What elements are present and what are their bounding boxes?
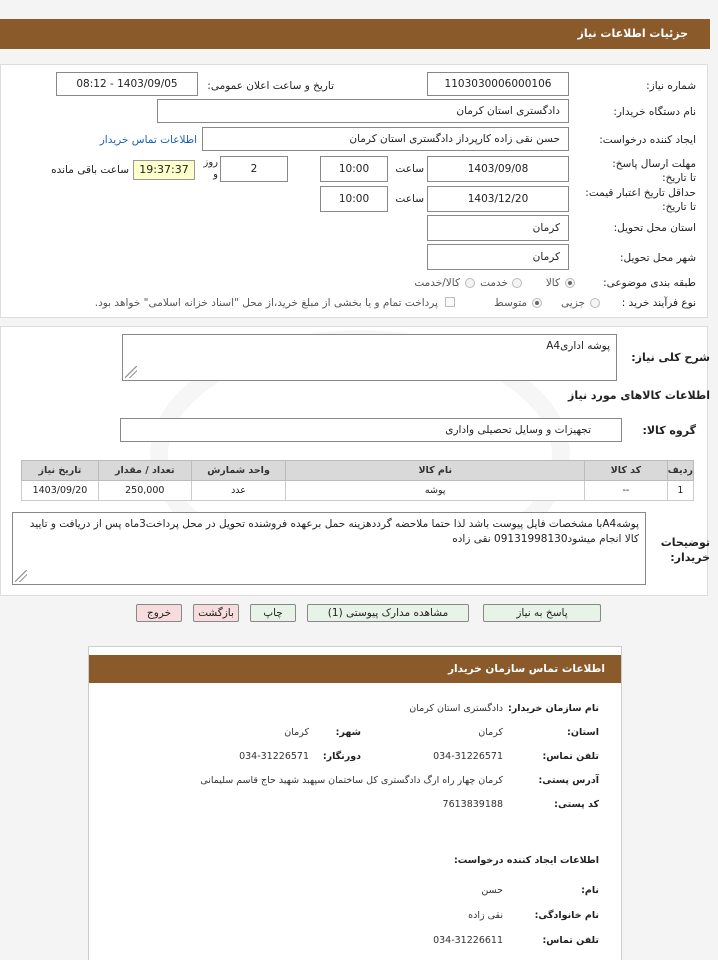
category-label: طبقه بندی موضوعی: — [603, 277, 696, 289]
postal-label: کد پستی: — [554, 799, 599, 810]
city-value: کرمان — [284, 727, 309, 738]
deadline-time-field: 10:00 — [320, 156, 388, 182]
summary-field — [122, 334, 617, 381]
contact-panel — [88, 646, 622, 960]
cell-qty: 250,000 — [98, 481, 191, 501]
cell-unit: عدد — [191, 481, 286, 501]
need-number-label: شماره نیاز: — [646, 80, 696, 92]
attachments-button[interactable]: مشاهده مدارک پیوستی (1) — [307, 604, 469, 622]
need-number-field: 1103030006000106 — [427, 72, 569, 96]
fax-label: دورنگار: — [322, 751, 361, 762]
buyer-notes-field — [12, 512, 646, 585]
contact-header — [89, 655, 621, 683]
phone-label: تلفن تماس: — [542, 751, 599, 762]
remaining-label: ساعت باقی مانده — [51, 164, 129, 176]
days-field: 2 — [220, 156, 288, 182]
purchase-minor-radio[interactable] — [590, 298, 600, 308]
requester-info-title: اطلاعات ایجاد کننده درخواست: — [453, 855, 599, 866]
requester-field: حسن نقی زاده کارپرداز دادگستری استان کرمان — [202, 127, 569, 151]
cell-date: 1403/09/20 — [22, 481, 99, 501]
category-service-radio[interactable] — [512, 278, 522, 288]
buyer-notes-label: توضیحات خریدار: — [660, 536, 710, 564]
fax-value: 034-31226571 — [239, 751, 309, 762]
category-both-radio[interactable] — [465, 278, 475, 288]
category-service-label: خدمت — [480, 277, 508, 289]
col-name: نام کالا — [286, 461, 585, 481]
summary-text: پوشه اداریA4 — [546, 340, 610, 352]
purchase-medium-radio[interactable] — [532, 298, 542, 308]
req-phone-value: 034-31226611 — [433, 935, 503, 946]
contact-title: اطلاعات تماس سازمان خریدار — [448, 663, 605, 675]
requester-label: ایجاد کننده درخواست: — [599, 134, 696, 146]
buyer-org-label: نام دستگاه خریدار: — [613, 106, 696, 118]
deadline-label: مهلت ارسال پاسخ: تا تاریخ: — [612, 158, 696, 184]
province-label: استان: — [567, 727, 599, 738]
page-header — [0, 19, 710, 49]
purchase-type-label: نوع فرآیند خرید : — [621, 297, 696, 309]
price-validity-date-field: 1403/12/20 — [427, 186, 569, 212]
announce-label: تاریخ و ساعت اعلان عمومی: — [207, 80, 334, 92]
cell-row: 1 — [667, 481, 693, 501]
deadline-time-label: ساعت — [395, 163, 424, 175]
first-name-value: حسن — [481, 885, 503, 896]
phone-value: 034-31226571 — [433, 751, 503, 762]
price-validity-time-field: 10:00 — [320, 186, 388, 212]
org-label: نام سازمان خریدار: — [508, 703, 599, 714]
address-label: آدرس پستی: — [538, 775, 599, 786]
delivery-city-label: شهر محل تحویل: — [620, 252, 696, 264]
page-title: جزئیات اطلاعات نیاز — [577, 27, 688, 40]
treasury-note: پرداخت تمام و یا بخشی از مبلغ خرید،از محل "اسناد خزانه اسلامی" خواهد بود. — [94, 297, 438, 309]
org-value: دادگستری استان کرمان — [409, 703, 503, 714]
price-validity-label: حداقل تاریخ اعتبار قیمت: تا تاریخ: — [585, 187, 696, 213]
deadline-date-field: 1403/09/08 — [427, 156, 569, 182]
purchase-minor-label: جزیی — [561, 297, 585, 309]
province-value: کرمان — [478, 727, 503, 738]
col-qty: تعداد / مقدار — [98, 461, 191, 481]
summary-label: شرح کلی نیاز: — [631, 351, 710, 364]
req-phone-label: تلفن تماس: — [542, 935, 599, 946]
category-goods-label: کالا — [545, 277, 560, 289]
delivery-province-label: استان محل تحویل: — [613, 222, 696, 234]
days-label: روز و — [203, 157, 218, 180]
col-row: ردیف — [667, 461, 693, 481]
back-button[interactable]: بازگشت — [193, 604, 239, 622]
print-button[interactable]: چاپ — [250, 604, 296, 622]
price-validity-time-label: ساعت — [395, 193, 424, 205]
postal-value: 7613839188 — [442, 799, 503, 810]
col-date: تاریخ نیاز — [22, 461, 99, 481]
buyer-org-field: دادگستری استان کرمان — [157, 99, 569, 123]
table-row — [22, 481, 694, 501]
cell-name: پوشه — [286, 481, 585, 501]
delivery-city-field: کرمان — [427, 244, 569, 270]
remaining-time: 19:37:37 — [133, 160, 195, 180]
resize-grip-icon[interactable] — [15, 570, 27, 582]
col-unit: واحد شمارش — [191, 461, 286, 481]
goods-group-field: تجهیزات و وسایل تحصیلی واداری — [120, 418, 622, 442]
delivery-province-field: کرمان — [427, 215, 569, 241]
goods-table — [21, 460, 694, 501]
exit-button[interactable]: خروج — [136, 604, 182, 622]
buyer-contact-link[interactable]: اطلاعات تماس خریدار — [99, 134, 197, 146]
city-label: شهر: — [335, 727, 361, 738]
announce-field: 1403/09/05 - 08:12 — [56, 72, 198, 96]
purchase-medium-label: متوسط — [494, 297, 527, 309]
last-name-label: نام خانوادگی: — [534, 910, 599, 921]
address-value: کرمان چهار راه ارگ دادگستری کل ساختمان سپهبد شهید حاج قاسم سلیمانی — [200, 775, 503, 786]
goods-group-label: گروه کالا: — [642, 424, 696, 437]
goods-section-title: اطلاعات کالاهای مورد نیاز — [568, 389, 710, 402]
category-both-label: کالا/خدمت — [414, 277, 460, 289]
cell-code: -- — [585, 481, 668, 501]
buyer-notes-text: پوشهA4با مشخصات فایل پیوست باشد لذا حتما ملاحضه گرددهزینه حمل برعهده فروشنده تحویل در محل پرداخت3ماه پس از دریافت و تایید کالا انجام میشود09131998130 نقی زاده — [29, 518, 639, 545]
last-name-value: نقی زاده — [468, 910, 503, 921]
first-name-label: نام: — [581, 885, 599, 896]
treasury-checkbox[interactable] — [445, 297, 455, 307]
col-code: کد کالا — [585, 461, 668, 481]
reply-button[interactable]: پاسخ به نیاز — [483, 604, 601, 622]
goods-table-header — [22, 461, 694, 481]
resize-grip-icon[interactable] — [125, 366, 137, 378]
category-goods-radio[interactable] — [565, 278, 575, 288]
